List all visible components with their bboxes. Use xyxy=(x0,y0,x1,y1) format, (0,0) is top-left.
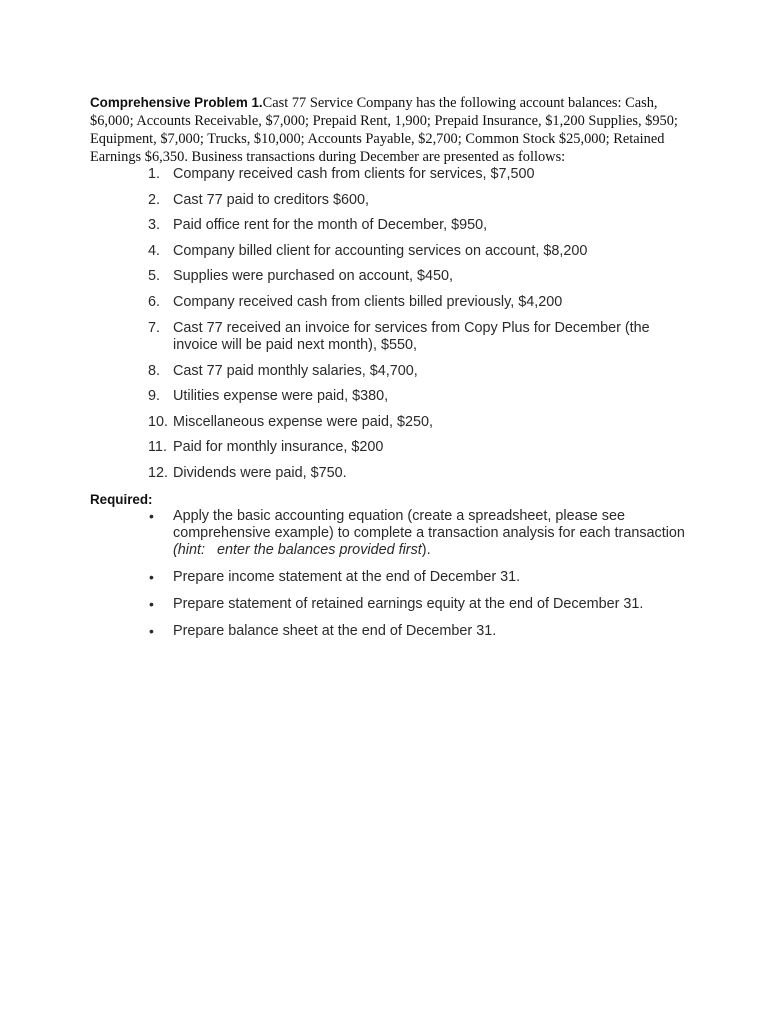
requirement-text: Prepare statement of retained earnings equity at the end of December 31. xyxy=(173,595,644,612)
transaction-text: Utilities expense were paid, $380, xyxy=(173,388,389,405)
list-number: 2. xyxy=(148,191,161,208)
requirement-text: Prepare balance sheet at the end of December 31. xyxy=(173,622,497,639)
list-number: 6. xyxy=(148,293,161,310)
bullet-icon: • xyxy=(149,568,154,585)
list-number: 10. xyxy=(148,413,169,430)
transaction-text: Supplies were purchased on account, $450, xyxy=(173,268,454,285)
transaction-text: Company billed client for accounting services on account, $8,200 xyxy=(173,242,588,259)
problem-title: Comprehensive Problem 1. xyxy=(90,95,263,110)
problem-intro xyxy=(90,94,690,166)
bullet-icon: • xyxy=(149,595,154,612)
list-item xyxy=(90,623,690,640)
transaction-text: Paid for monthly insurance, $200 xyxy=(173,439,384,456)
bullet-icon: • xyxy=(149,507,154,524)
list-number: 7. xyxy=(148,319,161,336)
required-heading: Required: xyxy=(90,491,153,507)
list-item xyxy=(90,217,690,234)
list-number: 3. xyxy=(148,217,161,234)
list-item xyxy=(90,166,690,183)
problem-description: Cast 77 Service Company has the following account balances: Cash, $6,000; Accounts Receivable, $7,000; Prepaid Rent, 1,900; Prepaid Insurance, $1,200 Supplies, $950; Equipment, $7,000; Trucks, $10,000; Accounts Payable, $2,700; Common Stock $25,000; Retained Earnings $6,350. Business transactions during December are presented as follows: xyxy=(90,95,678,165)
list-item xyxy=(90,192,690,209)
list-item xyxy=(90,569,690,586)
list-number: 12. xyxy=(148,464,169,481)
transaction-text: Company received cash from clients billed previously, $4,200 xyxy=(173,293,563,310)
transaction-text: Miscellaneous expense were paid, $250, xyxy=(173,413,433,430)
required-list xyxy=(90,508,690,640)
list-item xyxy=(90,596,690,613)
bullet-icon: • xyxy=(149,622,154,639)
list-item xyxy=(90,268,690,285)
transaction-text: Dividends were paid, $750. xyxy=(173,464,347,481)
list-item xyxy=(90,363,690,380)
transaction-text: Company received cash from clients for services, $7,500 xyxy=(173,166,535,182)
document-page xyxy=(90,94,690,650)
list-item xyxy=(90,439,690,456)
list-number: 9. xyxy=(148,388,161,405)
list-number: 11. xyxy=(148,439,167,456)
transaction-text: Cast 77 received an invoice for services from Copy Plus for December (the invoice will be paid next month), $550, xyxy=(173,319,650,353)
list-item xyxy=(90,294,690,311)
requirement-hint: (hint: enter the balances provided first xyxy=(173,541,422,558)
transaction-text: Cast 77 paid to creditors $600, xyxy=(173,191,369,208)
list-item xyxy=(90,465,690,482)
list-item xyxy=(90,414,690,431)
requirement-text: Prepare income statement at the end of December 31. xyxy=(173,568,521,585)
list-item xyxy=(90,243,690,260)
list-number: 1. xyxy=(148,166,161,182)
requirement-tail: ). xyxy=(421,541,431,558)
transaction-text: Cast 77 paid monthly salaries, $4,700, xyxy=(173,362,418,379)
list-item xyxy=(90,388,690,405)
list-number: 5. xyxy=(148,268,161,285)
requirement-text: Apply the basic accounting equation (create a spreadsheet, please see comprehensive example) to complete a transaction analysis for each transaction xyxy=(173,507,685,541)
list-item xyxy=(90,508,690,559)
transaction-text: Paid office rent for the month of December, $950, xyxy=(173,217,488,234)
transaction-list xyxy=(90,166,690,482)
list-number: 4. xyxy=(148,242,161,259)
list-item xyxy=(90,320,690,354)
list-number: 8. xyxy=(148,362,161,379)
